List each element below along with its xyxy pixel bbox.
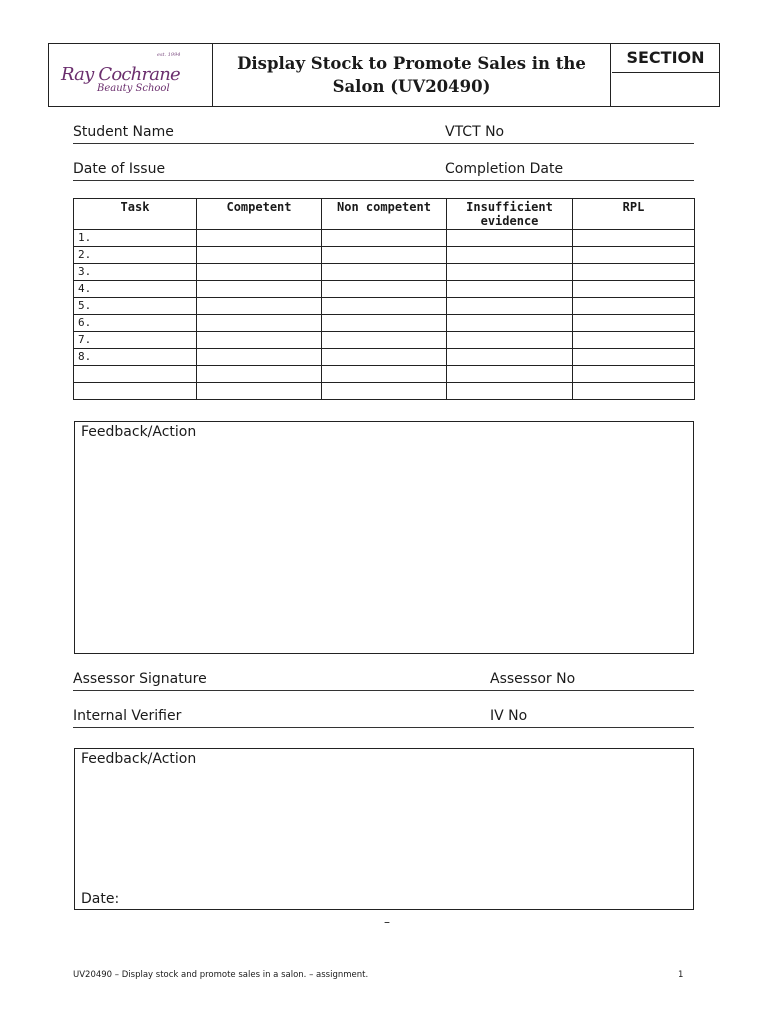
footer-text: UV20490 – Display stock and promote sales in a salon. – assignment. — [73, 970, 369, 980]
vtct-no-label: VTCT No — [445, 124, 505, 140]
assessment-cell[interactable] — [197, 281, 322, 298]
assessment-cell[interactable] — [322, 247, 447, 264]
assessment-cell[interactable] — [322, 383, 447, 400]
assessment-cell[interactable] — [197, 247, 322, 264]
date-label: Date: — [81, 891, 120, 907]
table-row — [74, 383, 695, 400]
col-task: Task — [74, 199, 197, 230]
assessment-cell[interactable] — [573, 230, 695, 247]
task-number-cell[interactable]: 7. — [74, 332, 197, 349]
col-rpl: RPL — [573, 199, 695, 230]
assessment-cell[interactable] — [573, 247, 695, 264]
assessment-cell[interactable] — [197, 349, 322, 366]
task-number-cell[interactable]: 3. — [74, 264, 197, 281]
task-number-cell[interactable]: 8. — [74, 349, 197, 366]
internal-verifier-row[interactable] — [73, 707, 694, 728]
completion-date-label: Completion Date — [445, 161, 564, 177]
table-row — [74, 247, 695, 264]
table-header-row — [74, 199, 695, 230]
assessment-cell[interactable] — [197, 383, 322, 400]
assessment-cell[interactable] — [447, 230, 573, 247]
task-number-cell[interactable]: 4. — [74, 281, 197, 298]
feedback-box-1[interactable] — [74, 421, 694, 654]
assessor-no-label: Assessor No — [490, 671, 576, 687]
assessment-cell[interactable] — [197, 230, 322, 247]
table-row — [74, 349, 695, 366]
date-of-issue-label: Date of Issue — [73, 161, 166, 177]
col-competent: Competent — [197, 199, 322, 230]
assessor-signature-label: Assessor Signature — [73, 671, 207, 687]
table-row — [74, 366, 695, 383]
col-non-competent: Non competent — [322, 199, 447, 230]
task-number-cell[interactable]: 2. — [74, 247, 197, 264]
feedback-label-2: Feedback/Action — [81, 751, 197, 767]
assessment-cell[interactable] — [322, 332, 447, 349]
assessment-cell[interactable] — [573, 298, 695, 315]
table-row — [74, 315, 695, 332]
assessment-cell[interactable] — [322, 349, 447, 366]
assessment-cell[interactable] — [447, 366, 573, 383]
table-row — [74, 298, 695, 315]
header-box — [48, 43, 720, 107]
logo-sub: Beauty School — [97, 83, 170, 94]
table-row — [74, 332, 695, 349]
iv-no-label: IV No — [490, 708, 528, 724]
assessment-cell[interactable] — [197, 366, 322, 383]
student-name-row[interactable] — [73, 123, 694, 144]
task-number-cell[interactable]: 1. — [74, 230, 197, 247]
assessment-cell[interactable] — [447, 383, 573, 400]
assessment-cell[interactable] — [197, 264, 322, 281]
assessment-cell[interactable] — [447, 264, 573, 281]
assessment-cell[interactable] — [573, 315, 695, 332]
logo-main: Ray Cochrane — [61, 64, 180, 85]
table-row — [74, 281, 695, 298]
page-dash: – — [384, 915, 390, 929]
feedback-label-1: Feedback/Action — [81, 424, 197, 440]
assessment-cell[interactable] — [322, 366, 447, 383]
document-title: Display Stock to Promote Sales in the Salon (UV20490) — [213, 44, 611, 106]
section-box — [612, 44, 719, 106]
task-number-cell[interactable] — [74, 383, 197, 400]
internal-verifier-label: Internal Verifier — [73, 708, 182, 724]
assessment-cell[interactable] — [197, 298, 322, 315]
task-number-cell[interactable]: 5. — [74, 298, 197, 315]
assessment-cell[interactable] — [573, 383, 695, 400]
assessment-cell[interactable] — [573, 264, 695, 281]
table-row — [74, 230, 695, 247]
assessment-cell[interactable] — [447, 298, 573, 315]
section-label: SECTION — [612, 44, 719, 73]
table-row — [74, 264, 695, 281]
assessment-cell[interactable] — [447, 349, 573, 366]
assessment-cell[interactable] — [197, 315, 322, 332]
feedback-box-2[interactable] — [74, 748, 694, 910]
assessment-cell[interactable] — [447, 332, 573, 349]
student-name-label: Student Name — [73, 124, 174, 140]
logo-est: est. 1994 — [157, 52, 181, 58]
logo — [49, 44, 213, 106]
assessment-cell[interactable] — [573, 366, 695, 383]
assessment-cell[interactable] — [573, 349, 695, 366]
assessment-cell[interactable] — [322, 315, 447, 332]
assessment-cell[interactable] — [322, 298, 447, 315]
assessment-cell[interactable] — [322, 281, 447, 298]
task-number-cell[interactable]: 6. — [74, 315, 197, 332]
assessment-cell[interactable] — [322, 230, 447, 247]
assessment-cell[interactable] — [573, 281, 695, 298]
task-table — [73, 198, 695, 400]
assessor-row[interactable] — [73, 670, 694, 691]
assessment-cell[interactable] — [322, 264, 447, 281]
assessment-cell[interactable] — [447, 247, 573, 264]
date-of-issue-row[interactable] — [73, 160, 694, 181]
assessment-cell[interactable] — [197, 332, 322, 349]
assessment-cell[interactable] — [573, 332, 695, 349]
page-number: 1 — [678, 970, 684, 980]
assessment-cell[interactable] — [447, 315, 573, 332]
assessment-cell[interactable] — [447, 281, 573, 298]
col-insufficient-evidence: Insufficient evidence — [447, 199, 573, 230]
task-number-cell[interactable] — [74, 366, 197, 383]
